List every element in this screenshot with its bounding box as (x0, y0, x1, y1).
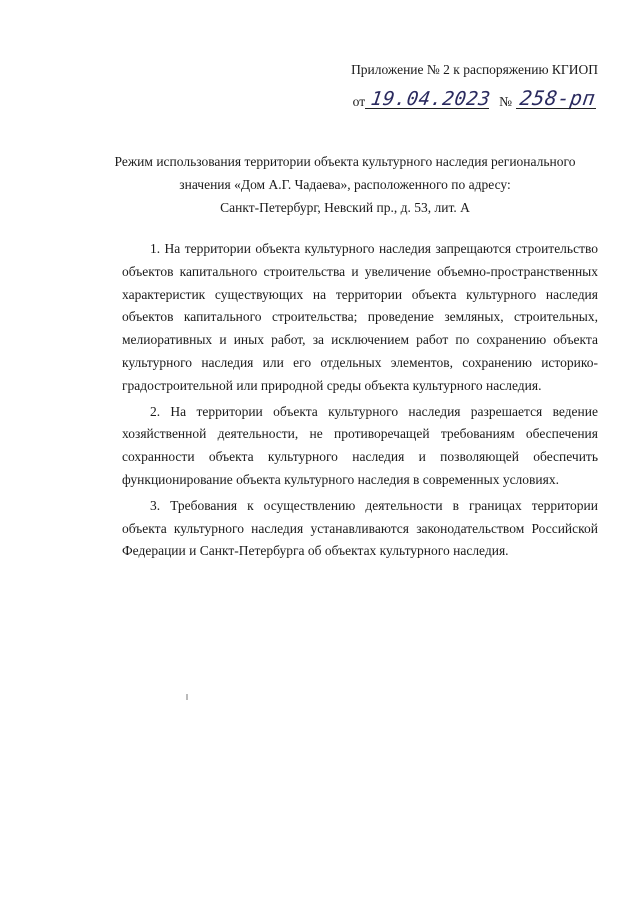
title-line-1: Режим использования территории объекта культурного наследия регионального (114, 154, 576, 169)
number-field (516, 86, 597, 112)
number-prefix: № (499, 94, 512, 109)
title-line-2: значения «Дом А.Г. Чадаева», расположенного по адресу: (179, 177, 511, 192)
paragraph-1: 1. На территории объекта культурного наследия запрещаются строительство объектов капитального строительства и увеличение объемно-пространственных характеристик существующих на территории объекта культурного наследия объектов капитального строительства; проведение земляных, строительных, мелиоративных и иных работ, за исключением работ по сохранению объекта культурного наследия или его отдельных элементов, сохранению историко-градостроительной или природной среды объекта культурного наследия. (122, 241, 598, 393)
document-body (122, 238, 598, 566)
appendix-reference: Приложение № 2 к распоряжению КГИОП (351, 62, 598, 77)
paragraph-3: 3. Требования к осуществлению деятельности в границах территории объекта культурного наследия устанавливаются законодательством Российской Федерации и Санкт-Петербурга об объектах культурного наследия. (122, 497, 598, 559)
title-line-3: Санкт-Петербург, Невский пр., д. 53, лит. А (220, 200, 470, 215)
scan-speck (186, 694, 188, 700)
paragraph-2: 2. На территории объекта культурного наследия разрешается ведение хозяйственной деятельности, не противоречащей требованиям обеспечения сохранности объекта культурного наследия и позволяющей обеспечить функционирование объекта культурного наследия в современных условиях. (122, 403, 598, 487)
date-field (365, 88, 493, 112)
order-date-number-line (353, 86, 596, 112)
handwritten-date: 19.04.2023 (369, 88, 493, 110)
handwritten-number: 258-рп (518, 86, 597, 110)
date-prefix: от (352, 94, 366, 109)
document-title (110, 150, 580, 219)
